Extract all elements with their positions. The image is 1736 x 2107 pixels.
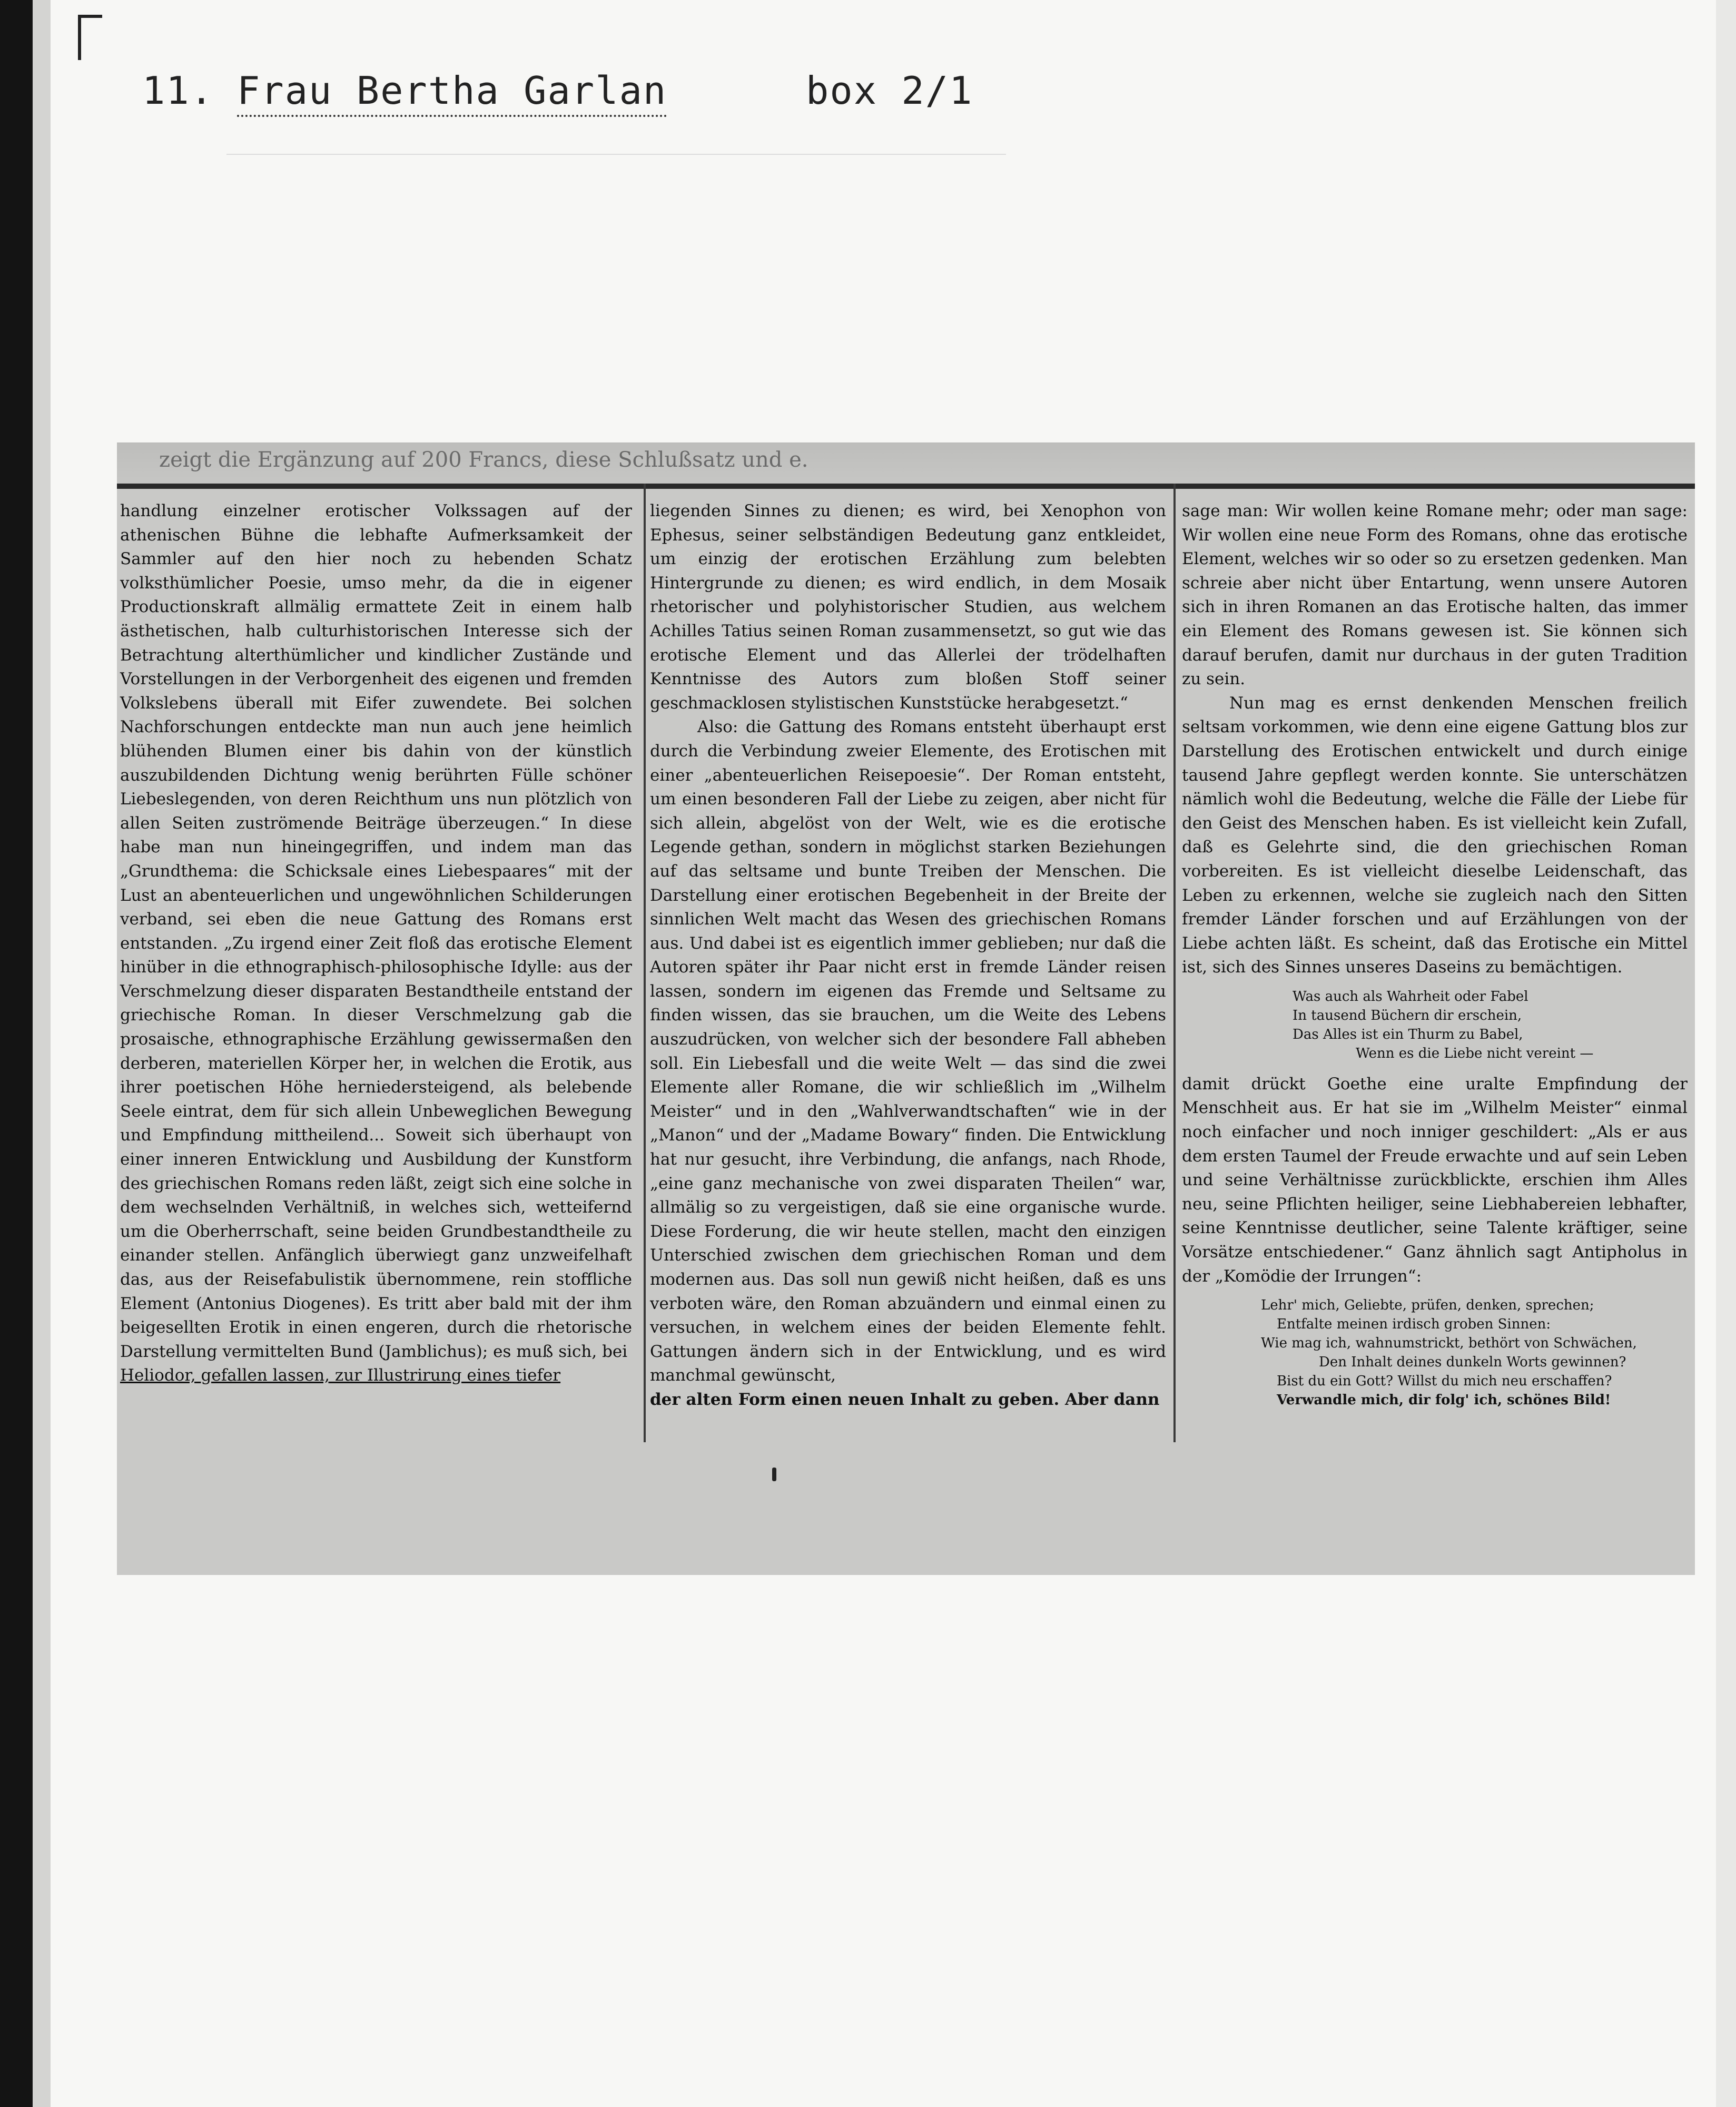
paragraph: Nun mag es ernst denkenden Menschen freilich seltsam vorkommen, wie denn eine eigene Gattung blos zur Darstellung des Erotischen entwickelt und durch einige tausend Jahre gepflegt werden konnte. Sie unterschätzen nämlich wohl die Bedeutung, welche die Fälle der Liebe für den Geist des Menschen haben. Es ist vielleicht kein Zufall, daß es Gelehrte sind, die den griechischen Roman vorbereiten. Es ist vielleicht dieselbe Leidenschaft, das Leben zu erkennen, welche sie zugleich nach den Sitten fremder Länder forschen und auf Erzählungen von der Liebe achten läßt. Es scheint, daß das Erotische ein Mittel ist, sich des Sinnes unseres Daseins zu bemächtigen. (1182, 693, 1688, 977)
paragraph: liegenden Sinnes zu dienen; es wird, bei Xenophon von Ephesus, seiner selbständigen Bedeutung ganz entkleidet, um einzig der erotischen Erzählung zum belebten Hintergrunde zu dienen; es wird endlich, in dem Mosaik rhetorischer und polyhistorischer Studien, aus welchem Achilles Tatius seinen Roman zusammensetzt, so gut wie das erotische Element und das Allerlei der trödelhaften Kenntnisse des Autors zum bloßen Stoff seiner geschmacklosen stylistischen Kunststücke herabgesetzt.“ (650, 501, 1166, 713)
shakespeare-poem (1182, 1296, 1688, 1410)
box-label: box 2/1 (806, 68, 973, 113)
poem-line: In tausend Büchern dir erschein, (1293, 1007, 1522, 1023)
paragraph-last-line: Heliodor, gefallen lassen, zur Illustrirung eines tiefer (120, 1366, 561, 1385)
paragraph: Also: die Gattung des Romans entsteht überhaupt erst durch die Verbindung zweier Elemente, des Erotischen mit einer „abenteuerlichen Reisepoesie“. Der Roman entsteht, um einen besonderen Fall der Liebe zu zeigen, aber nicht für sich allein, abgelöst von der Welt, wie es die erotische Legende gethan, sondern in möglichst starken Beziehungen auf das seltsame und bunte Treiben der Menschen. Die Darstellung einer erotischen Begebenheit in der Breite der sinnlichen Welt macht das Wesen des griechischen Romans aus. Und dabei ist es eigentlich immer geblieben; nur daß die Autoren später ihr Paar nicht erst in fremde Länder reisen lassen, sondern im eigenen das Fremde und Seltsame zu finden wissen, das sie brauchen, um die Weite des Lebens auszudrücken, von welcher sich der besondere Fall abheben soll. Ein Liebesfall und die weite Welt — das sind die zwei Elemente aller Romane, die wir schließlich im „Wilhelm Meister“ und in den „Wahlverwandtschaften“ wie in der „Manon“ und der „Madame Bowary“ finden. Die Entwicklung hat nur gesucht, ihre Verbindung, die anfangs, nach Rhode, „eine ganz mechanische von zwei disparaten Theilen“ war, allmälig so zu vergeistigen, daß sie eine organische wurde. Diese Forderung, die wir heute stellen, macht den einzigen Unterschied zwischen dem griechischen Roman und dem modernen aus. Das soll nun gewiß nicht heißen, daß es uns verboten wäre, den Roman abzuändern und einmal einen zu versuchen, in welchem eines der beiden Elemente fehlt. Gattungen ändern sich in der Entwicklung, und es wird manchmal gewünscht, (650, 717, 1166, 1385)
poem-line: Verwandle mich, dir folg' ich, schönes Bild! (1277, 1392, 1611, 1409)
column-separator (1173, 484, 1176, 1442)
faint-divider (226, 154, 1006, 155)
poem-line: Das Alles ist ein Thurm zu Babel, (1293, 1026, 1523, 1042)
article-column-2 (650, 499, 1166, 1412)
poem-line: Bist du ein Gott? Willst du mich neu erschaffen? (1277, 1373, 1612, 1390)
paragraph: sage man: Wir wollen keine Romane mehr; oder man sage: Wir wollen eine neue Form des Romans, ohne das erotische Element, welches wir so oder so zu ersetzen gedenken. Man schreie aber nicht über Entartung, wenn unsere Autoren sich in ihren Romanen an das Erotische halten, das immer ein Element des Romans gewesen ist. Sie können sich darauf berufen, damit nur durchaus in der guten Tradition zu sein. (1182, 501, 1688, 689)
goethe-poem (1182, 987, 1688, 1063)
poem-line: Was auch als Wahrheit oder Fabel (1293, 988, 1528, 1005)
column-top-rule (117, 484, 1695, 489)
ink-speck (772, 1468, 776, 1481)
crop-mark-icon (78, 15, 102, 60)
poem-line: Wie mag ich, wahnumstrickt, bethört von Schwächen, (1261, 1335, 1637, 1352)
poem-line: Lehr' mich, Geliebte, prüfen, denken, sprechen; (1261, 1297, 1594, 1314)
poem-line: Wenn es die Liebe nicht vereint — (1356, 1045, 1594, 1061)
article-column-3 (1182, 499, 1688, 1419)
film-border-right (1716, 0, 1736, 2107)
poem-line: Entfalte meinen irdisch groben Sinnen: (1277, 1316, 1551, 1333)
folder-title: Frau Bertha Garlan (237, 68, 667, 117)
column-separator (644, 484, 646, 1442)
paragraph: handlung einzelner erotischer Volkssagen auf der athenischen Bühne die lebhafte Aufmerksamkeit der Sammler auf den hier noch zu hebenden Schatz volksthümlicher Poesie, umso mehr, da die in eigener Productionskraft allmälig ermattete Zeit in einem halb ästhetischen, halb culturhistorischen Interesse sich der Betrachtung alterthümlicher und kindlicher Zustände und Vorstellungen in der Verborgenheit des eigenen und fremden Volkslebens überall mit Eifer zuwendete. Bei solchen Nachforschungen entdeckte man nun auch jene heimlich blühenden Blumen einer bis dahin von der künstlich auszubildenden Dichtung wenig berührten Fülle schöner Liebeslegenden, von deren Reichthum uns nun plötzlich von allen Seiten zuströmende Beiträge überzeugen.“ In diese habe man nun hineingegriffen, und indem man das „Grundthema: die Schicksale eines Liebespaares“ mit der Lust an abenteuerlichen und ungewöhnlichen Schilderungen verband, sei eben die neue Gattung des Romans erst entstanden. „Zu irgend einer Zeit floß das erotische Element hinüber in die ethnographisch-philosophische Idylle: aus der Verschmelzung dieser disparaten Bestandtheile entstand der griechische Roman. In dieser Verschmelzung gab die prosaische, ethnographische Erzählung gewissermaßen den derberen, materiellen Körper her, in welchen die Erotik, aus ihrer poetischen Höhe herniedersteigend, als belebende Seele eintrat, dem für sich allein Unbeweglichen Bewegung und Empfindung mittheilend... Soweit sich überhaupt von einer inneren Entwicklung und Ausbildung der Kunstform des griechischen Romans reden läßt, zeigt sich eine solche in dem wechselnden Verhältniß, in welches sich, wetteifernd um die Oberherrschaft, seine beiden Grundbestandtheile zu einander stellen. Anfänglich überwiegt ganz unzweifelhaft das, aus der Reisefabulistik übernommene, rein stoffliche Element (Antonius Diogenes). Es tritt aber bald mit der ihm beigesellten Erotik in einen engeren, durch die rhetorische Darstellung vermittelten Bund (Jamblichus); es muß sich, bei (120, 501, 632, 1361)
film-border-left (0, 0, 33, 2107)
clipping-top-strip (117, 442, 1695, 484)
article-column-1 (120, 499, 632, 1388)
poem-line: Den Inhalt deines dunkeln Worts gewinnen? (1319, 1354, 1626, 1371)
folder-number: 11. (142, 68, 214, 113)
paragraph: damit drückt Goethe eine uralte Empfindung der Menschheit aus. Er hat sie im „Wilhelm Meister“ einmal noch einfacher und noch inniger geschildert: „Als er aus dem ersten Taumel der Freude erwachte und auf sein Leben und seine Verhältnisse zurückblickte, erschien ihm Alles neu, seine Pflichten heiliger, seine Liebhabereien lebhafter, seine Kenntnisse deutlicher, seine Talente kräftiger, seine Vorsätze entschiedener.“ Ganz ähnlich sagt Antipholus in der „Komödie der Irrungen“: (1182, 1074, 1688, 1286)
paragraph-last-line: der alten Form einen neuen Inhalt zu geben. Aber dann (650, 1390, 1160, 1409)
cut-off-line: zeigt die Ergänzung auf 200 Francs, diese Schlußsatz und e. (159, 448, 808, 472)
newspaper-clipping (117, 442, 1695, 1575)
film-border-inner (33, 0, 51, 2107)
